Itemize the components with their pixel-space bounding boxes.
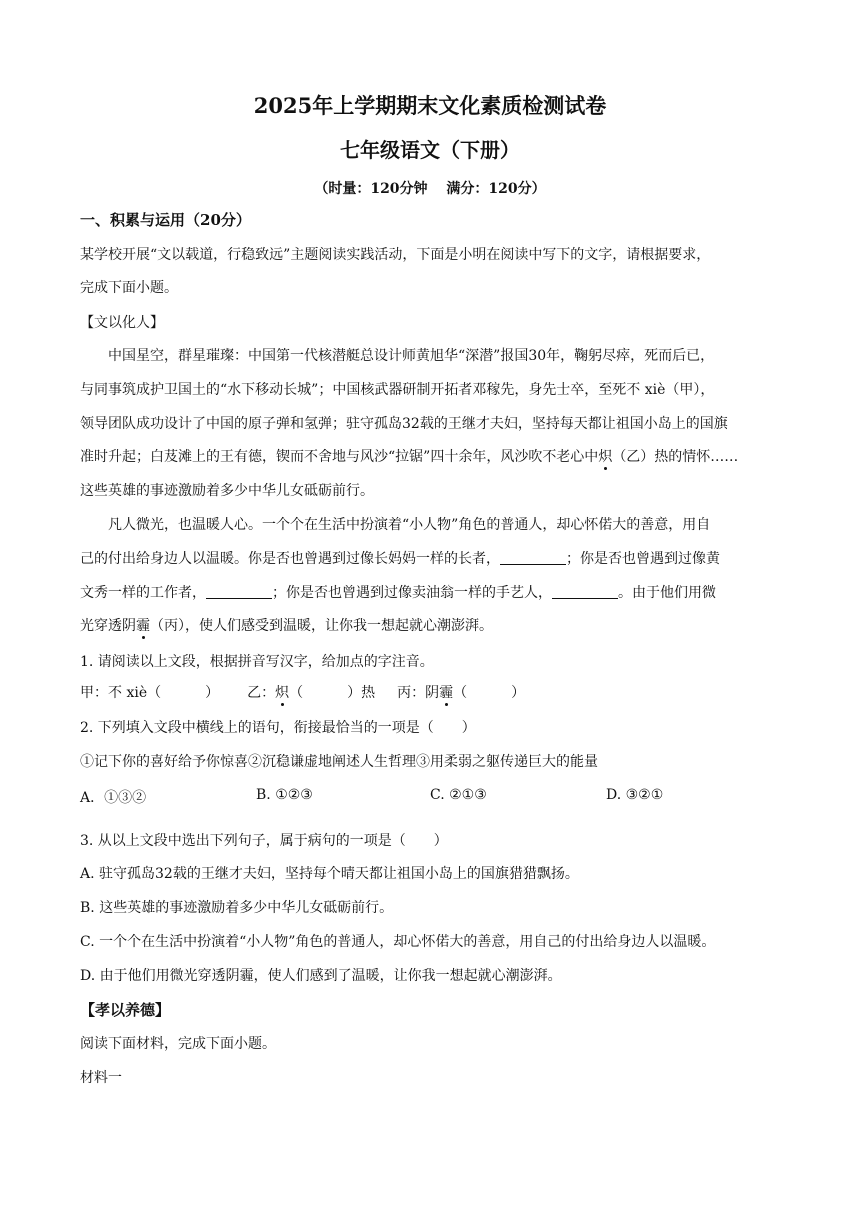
- passage2-line4-text-a: 光穿透阴: [80, 618, 136, 634]
- question2-items: ①记下你的喜好给予你惊喜②沉稳谦虚地阐述人生哲理③用柔弱之躯传递巨大的能量: [80, 754, 598, 770]
- passage2-line3-text-a: 文秀一样的工作者，: [80, 585, 206, 601]
- q1-dotted-char-chi: 炽: [275, 685, 290, 701]
- fill-blank-3[interactable]: [552, 584, 618, 599]
- section1-intro-line1: 某学校开展“文以载道，行稳致远”主题阅读实践活动，下面是小明在阅读中写下的文字，请根据要求，: [80, 247, 711, 263]
- q3-option-c[interactable]: C. 一个个在生活中扮演着“小人物”角色的普通人，却心怀偌大的善意，用自己的付出给身边人以温暖。: [80, 934, 716, 950]
- q1-dotted-char-mai: 霾: [439, 685, 454, 701]
- passage1-line4: [80, 447, 780, 467]
- q2-option-d[interactable]: D. ③②①: [606, 787, 664, 803]
- passage2-line2-text-a: 己的付出给身边人以温暖。你是否也曾遇到过像长妈妈一样的长者，: [80, 551, 500, 567]
- passage2-line2: [80, 549, 780, 569]
- q3-option-d[interactable]: D. 由于他们用微光穿透阴霾，使人们感到了温暖，让你我一想起就心潮澎湃。: [80, 968, 562, 984]
- question1-stem: 1. 请阅读以上文段，根据拼音写汉字，给加点的字注音。: [80, 654, 434, 670]
- q1-item-b-close: ）热: [347, 685, 376, 701]
- q2-option-a[interactable]: A．①③②: [80, 790, 147, 806]
- q2-option-c[interactable]: C. ②①③: [430, 787, 487, 803]
- passage2-line3: [80, 583, 780, 603]
- passage1-line4-text-a: 准时升起；白芨滩上的王有德，锲而不舍地与风沙“拉锯”四十余年，风沙吹不老心中: [80, 449, 599, 465]
- passage1-line4-text-b: （乙）热的情怀……: [612, 449, 739, 465]
- q1-item-c-open: （: [453, 685, 468, 701]
- question1-items: [80, 683, 780, 703]
- exam-title: 2025年上学期期末文化素质检测试卷: [253, 93, 607, 118]
- fill-blank-1[interactable]: [500, 550, 566, 565]
- fill-blank-2[interactable]: [206, 584, 272, 599]
- passage1-line1: 中国星空，群星璀璨：中国第一代核潜艇总设计师黄旭华“深潜”报国30年，鞠躬尽瘁，死而后已，: [108, 348, 715, 364]
- q1-item-b-label: 乙：: [247, 685, 276, 701]
- q1-item-c-close: ）: [511, 685, 526, 701]
- passage2-line2-text-b: ；你是否也曾遇到过像黄: [566, 551, 720, 567]
- section1-intro-line2: 完成下面小题。: [80, 280, 178, 296]
- section2-heading: 【孝以养德】: [80, 1001, 171, 1019]
- question2-stem: 2. 下列填入文段中横线上的语句，衔接最恰当的一项是（ ）: [80, 720, 476, 736]
- passage2-line3-text-b: ；你是否也曾遇到过像卖油翁一样的手艺人，: [272, 585, 552, 601]
- q1-item-b-open: （: [289, 685, 304, 701]
- dotted-char-chi: 炽: [598, 449, 613, 465]
- passage2-line3-text-c: 。由于他们用微: [618, 585, 716, 601]
- exam-info: （时量：120分钟 满分：120分）: [314, 181, 546, 197]
- q1-item-a-label: 甲：不 xiè（: [80, 685, 162, 701]
- passage2-line4-text-b: （丙），使人们感受到温暖，让你我一想起就心潮澎湃。: [150, 618, 493, 634]
- passage1-line3: 领导团队成功设计了中国的原子弹和氢弹；驻守孤岛32载的王继才夫妇，坚持每天都让祖国小岛上的国旗: [80, 416, 728, 432]
- passage2-line1: 凡人微光，也温暖人心。一个个在生活中扮演着“小人物”角色的普通人，却心怀偌大的善意，用自: [108, 517, 711, 533]
- q1-item-a-close: ）: [205, 685, 220, 701]
- q3-option-a[interactable]: A. 驻守孤岛32载的王继才夫妇，坚持每个晴天都让祖国小岛上的国旗猎猎飘扬。: [80, 866, 579, 882]
- q2-option-b[interactable]: B. ①②③: [256, 787, 313, 803]
- question3-stem: 3. 从以上文段中选出下列句子，属于病句的一项是（ ）: [80, 833, 448, 849]
- dotted-char-mai: 霾: [136, 618, 150, 634]
- section1-heading: 一、积累与运用（20分）: [80, 211, 251, 229]
- q1-item-c-label: 丙：阴: [397, 685, 440, 701]
- part1-title: 【文以化人】: [80, 315, 164, 331]
- material-one-label: 材料一: [80, 1070, 122, 1086]
- passage1-line2: 与同事筑成护卫国土的“水下移动长城”；中国核武器研制开拓者邓稼先，身先士卒，至死不 xiè（甲），: [80, 382, 715, 398]
- passage2-line4: [80, 616, 780, 636]
- q3-option-b[interactable]: B. 这些英雄的事迹激励着多少中华儿女砥砺前行。: [80, 900, 394, 916]
- section2-intro: 阅读下面材料，完成下面小题。: [80, 1036, 276, 1052]
- exam-subtitle: 七年级语文（下册）: [340, 138, 520, 162]
- passage1-line5: 这些英雄的事迹激励着多少中华儿女砥砺前行。: [80, 483, 374, 499]
